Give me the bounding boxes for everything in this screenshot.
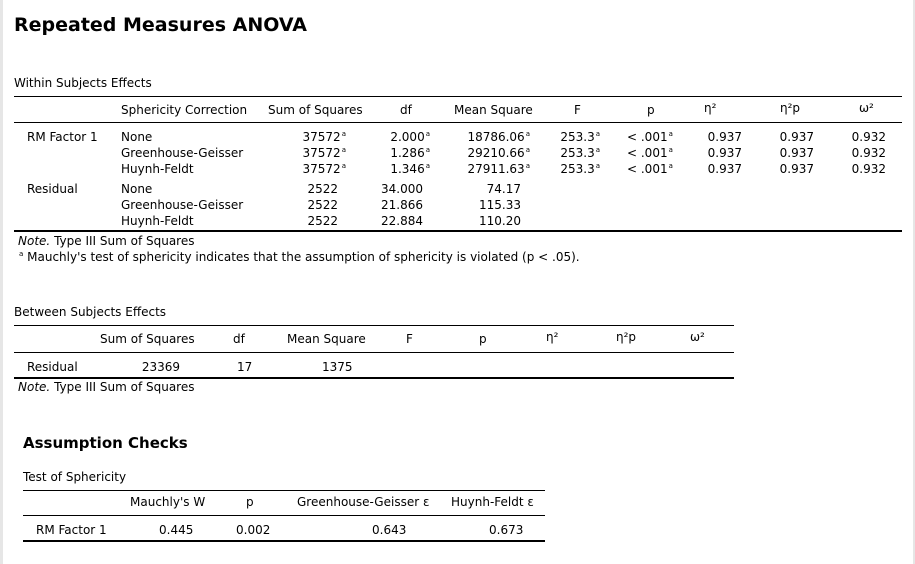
header-p: p (479, 332, 487, 346)
between-subjects-title: Between Subjects Effects (14, 305, 167, 319)
cell-eta2: 0.937 (707, 162, 742, 176)
cell-greenhouse-geisser-epsilon: 0.643 (372, 523, 407, 537)
within-top-rule (14, 96, 902, 97)
cell-ms: 74.17 (486, 182, 521, 196)
cell-p: 0.002 (236, 523, 271, 537)
cell-etap2: 0.937 (779, 162, 814, 176)
cell-ss: 37572$^a$ (302, 130, 346, 144)
cell-ss: 2522 (307, 214, 338, 228)
header-huynh-feldt-epsilon: Huynh-Feldt ε (451, 495, 534, 509)
row-label: Residual (27, 360, 78, 374)
cell-mauchlys-w: 0.445 (159, 523, 194, 537)
within-footnote: $^a$ Mauchly's test of sphericity indicates that the assumption of sphericity is violated (p < .05). (19, 250, 580, 264)
assumption-checks-title: Assumption Checks (23, 434, 188, 452)
header-eta-squared: η² (546, 330, 559, 344)
header-partial-eta-squared: η²p (780, 101, 801, 115)
cell-p: < .001$^a$ (627, 162, 673, 176)
header-mauchlys-w: Mauchly's W (130, 495, 206, 509)
cell-df: 1.346$^a$ (390, 162, 430, 176)
cell-correction: Greenhouse-Geisser (121, 146, 244, 160)
header-f: F (574, 103, 581, 117)
cell-etap2: 0.937 (779, 146, 814, 160)
row-group-label: Residual (27, 182, 78, 196)
header-omega-squared: ω² (859, 101, 874, 115)
header-p: p (647, 103, 655, 117)
header-sum-of-squares: Sum of Squares (100, 332, 195, 346)
row-label: RM Factor 1 (36, 523, 107, 537)
cell-correction: None (121, 182, 153, 196)
between-bottom-rule (14, 377, 734, 379)
header-sum-of-squares: Sum of Squares (268, 103, 363, 117)
cell-df: 2.000$^a$ (390, 130, 430, 144)
cell-ms: 29210.66$^a$ (467, 146, 530, 160)
cell-ss: 37572$^a$ (302, 146, 346, 160)
within-subjects-title: Within Subjects Effects (14, 76, 152, 90)
cell-ms: 18786.06$^a$ (467, 130, 530, 144)
header-f: F (406, 332, 413, 346)
cell-df: 21.866 (381, 198, 423, 212)
header-mean-square: Mean Square (454, 103, 533, 117)
cell-ms: 1375 (322, 360, 353, 374)
within-header-rule (14, 122, 902, 123)
cell-df: 34.000 (381, 182, 423, 196)
header-mean-square: Mean Square (287, 332, 366, 346)
cell-eta2: 0.937 (707, 146, 742, 160)
cell-ss: 37572$^a$ (302, 162, 346, 176)
sphericity-bottom-rule (23, 540, 545, 542)
cell-omega2: 0.932 (851, 146, 886, 160)
row-group-label: RM Factor 1 (27, 130, 98, 144)
header-p: p (246, 495, 254, 509)
cell-ss: 23369 (141, 360, 180, 374)
cell-ss: 2522 (307, 182, 338, 196)
cell-ms: 110.20 (479, 214, 521, 228)
header-df: df (400, 103, 412, 117)
cell-ms: 27911.63$^a$ (467, 162, 530, 176)
cell-df: 17 (237, 360, 253, 374)
cell-f: 253.3$^a$ (560, 130, 600, 144)
header-sphericity-correction: Sphericity Correction (121, 103, 248, 117)
cell-ms: 115.33 (479, 198, 521, 212)
cell-correction: Huynh-Feldt (121, 162, 194, 176)
sphericity-header-rule (23, 515, 545, 516)
cell-omega2: 0.932 (851, 162, 886, 176)
cell-p: < .001$^a$ (627, 130, 673, 144)
cell-df: 22.884 (381, 214, 423, 228)
left-panel-border (0, 0, 3, 564)
within-bottom-rule (14, 230, 902, 232)
cell-omega2: 0.932 (851, 130, 886, 144)
cell-p: < .001$^a$ (627, 146, 673, 160)
cell-f: 253.3$^a$ (560, 146, 600, 160)
header-eta-squared: η² (704, 101, 717, 115)
cell-correction: None (121, 130, 153, 144)
header-partial-eta-squared: η²p (616, 330, 637, 344)
header-omega-squared: ω² (690, 330, 705, 344)
between-header-rule (14, 352, 734, 353)
within-note: Note. Type III Sum of Squares (18, 234, 195, 248)
between-note: Note. Type III Sum of Squares (18, 380, 195, 394)
cell-etap2: 0.937 (779, 130, 814, 144)
header-df: df (233, 332, 245, 346)
sphericity-test-title: Test of Sphericity (23, 470, 127, 484)
header-greenhouse-geisser-epsilon: Greenhouse-Geisser ε (297, 495, 430, 509)
cell-f: 253.3$^a$ (560, 162, 600, 176)
cell-df: 1.286$^a$ (390, 146, 430, 160)
page-title: Repeated Measures ANOVA (14, 14, 308, 36)
cell-correction: Greenhouse-Geisser (121, 198, 244, 212)
cell-ss: 2522 (307, 198, 338, 212)
cell-eta2: 0.937 (707, 130, 742, 144)
sphericity-top-rule (23, 490, 545, 491)
cell-huynh-feldt-epsilon: 0.673 (489, 523, 524, 537)
cell-correction: Huynh-Feldt (121, 214, 194, 228)
between-top-rule (14, 325, 734, 326)
